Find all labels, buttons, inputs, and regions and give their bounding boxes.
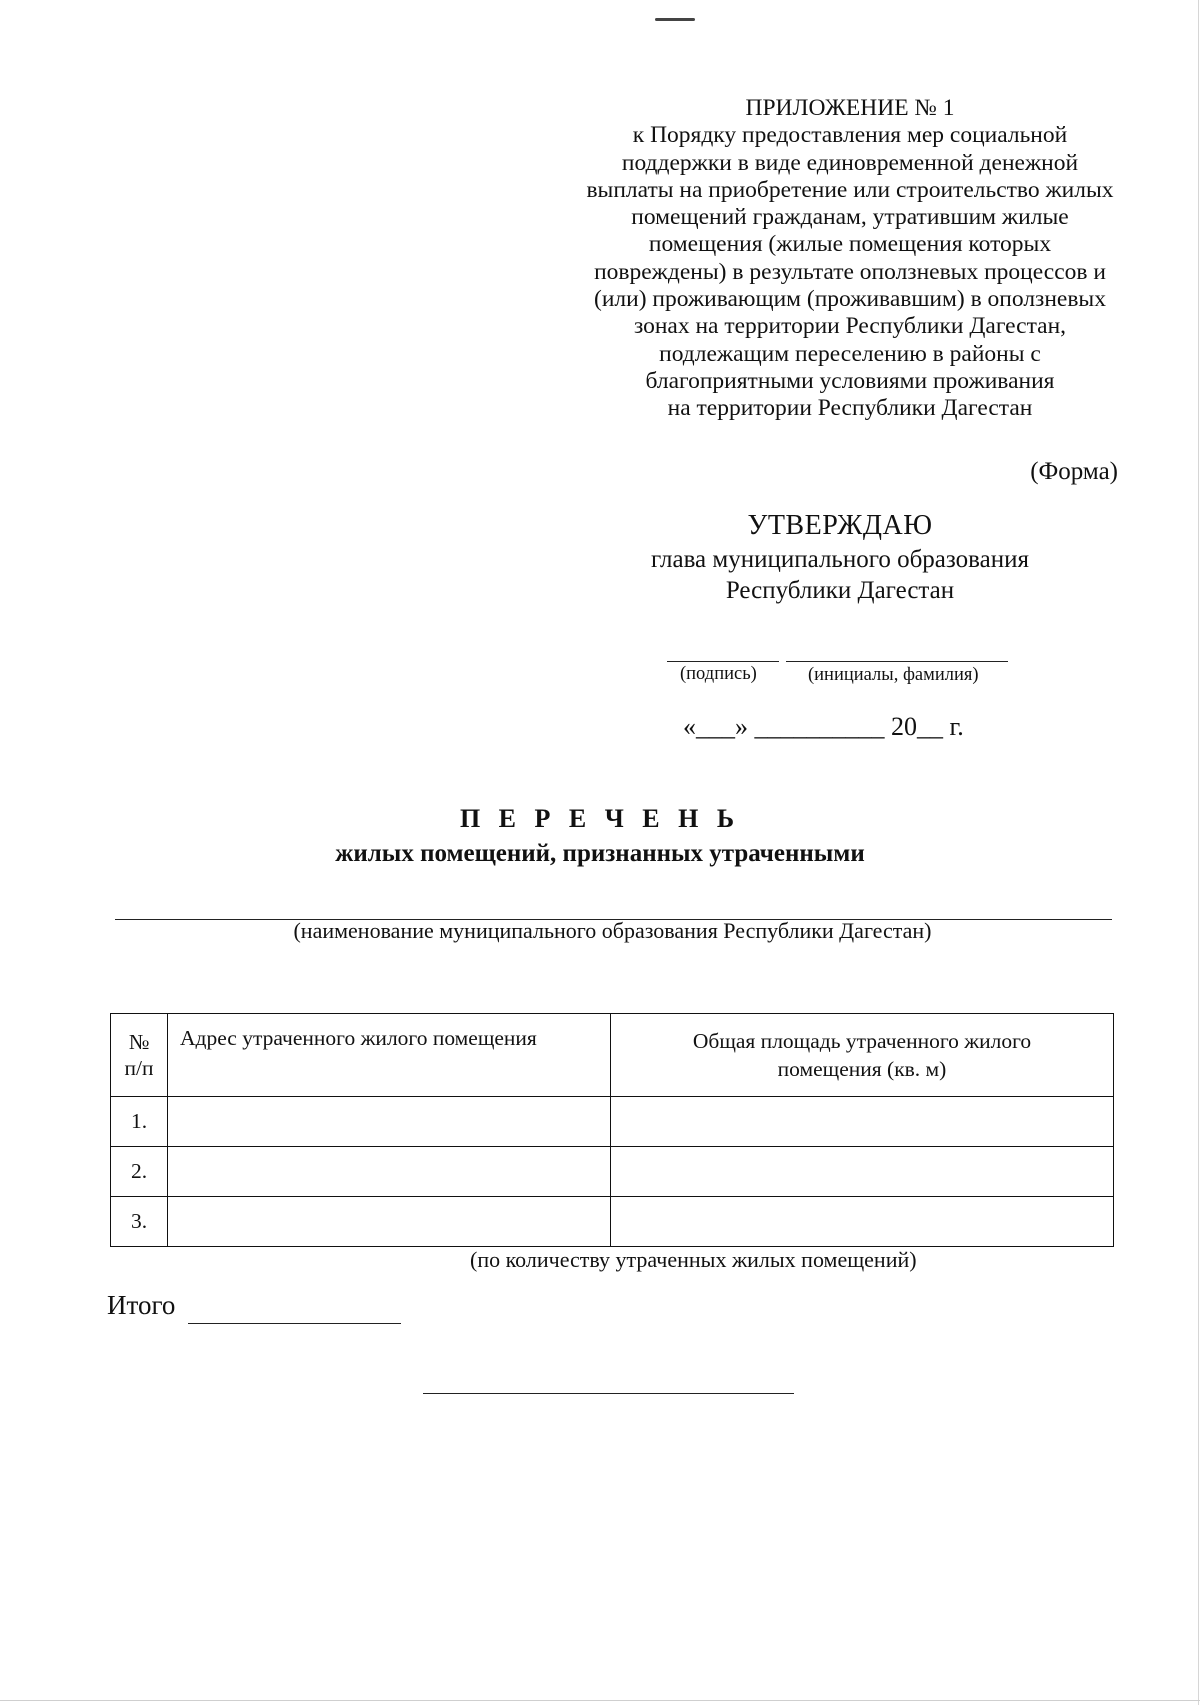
table-header-row: [111, 1014, 1114, 1097]
lost-housing-table: [110, 1013, 1114, 1247]
appendix-line: благоприятными условиями проживания: [645, 367, 1055, 394]
area-cell[interactable]: [611, 1097, 1114, 1147]
form-mark: (Форма): [1030, 458, 1118, 485]
column-header-number-line: №: [128, 1030, 150, 1054]
column-header-number: [111, 1014, 168, 1097]
approval-block: [560, 508, 1120, 606]
table-row: [111, 1147, 1114, 1197]
appendix-line: поддержки в виде единовременной денежной: [621, 149, 1079, 176]
appendix-line: к Порядку предоставления мер социальной: [632, 122, 1068, 149]
appendix-line: ПРИЛОЖЕНИЕ № 1: [745, 95, 955, 121]
signature-line: [423, 1393, 794, 1394]
name-caption: (инициалы, фамилия): [808, 665, 979, 685]
row-number: 2.: [111, 1147, 168, 1197]
table-row: [111, 1097, 1114, 1147]
area-cell[interactable]: [611, 1147, 1114, 1197]
approval-region: Республики Дагестан: [725, 577, 955, 604]
name-line: [786, 661, 1008, 662]
table-row: [111, 1197, 1114, 1247]
column-header-address: Адрес утраченного жилого помещения: [168, 1014, 611, 1097]
column-header-area-line: Общая площадь утраченного жилого: [692, 1029, 1032, 1053]
appendix-line: (или) проживающим (проживавшим) в оползневых: [594, 286, 1106, 313]
appendix-line: помещения (жилые помещения которых: [648, 231, 1052, 258]
approval-date: «___» __________ 20__ г.: [683, 712, 964, 741]
row-number: 3.: [111, 1197, 168, 1247]
appendix-line: повреждены) в результате оползневых процессов и: [594, 258, 1106, 285]
appendix-line: подлежащим переселению в районы с: [659, 340, 1041, 367]
column-header-area: [611, 1014, 1114, 1097]
total-line: [188, 1323, 401, 1324]
appendix-header: [560, 95, 1140, 423]
column-header-area-line: помещения (кв. м): [777, 1057, 947, 1081]
signature-caption: (подпись): [680, 664, 757, 684]
address-cell[interactable]: [168, 1197, 611, 1247]
appendix-line: выплаты на приобретение или строительство жилых: [586, 176, 1114, 203]
area-cell[interactable]: [611, 1197, 1114, 1247]
approval-position: глава муниципального образования: [651, 546, 1029, 573]
appendix-line: помещений гражданам, утратившим жилые: [631, 204, 1069, 231]
column-header-number-line: п/п: [124, 1056, 154, 1080]
total-label: Итого: [107, 1290, 176, 1320]
document-title: П Е Р Е Ч Е Н Ь: [459, 804, 741, 833]
address-cell[interactable]: [168, 1147, 611, 1197]
signature-line: [667, 661, 779, 662]
appendix-line: на территории Республики Дагестан: [667, 395, 1033, 422]
address-cell[interactable]: [168, 1097, 611, 1147]
count-caption: (по количеству утраченных жилых помещений): [470, 1247, 917, 1272]
document-subtitle: жилых помещений, признанных утраченными: [335, 840, 865, 867]
appendix-line: зонах на территории Республики Дагестан,: [633, 313, 1067, 340]
scan-edge: [0, 1700, 1200, 1701]
approval-title: УТВЕРЖДАЮ: [747, 510, 933, 541]
municipality-caption: (наименование муниципального образования Республики Дагестан): [293, 918, 932, 943]
row-number: 1.: [111, 1097, 168, 1147]
scan-mark: [655, 18, 695, 21]
